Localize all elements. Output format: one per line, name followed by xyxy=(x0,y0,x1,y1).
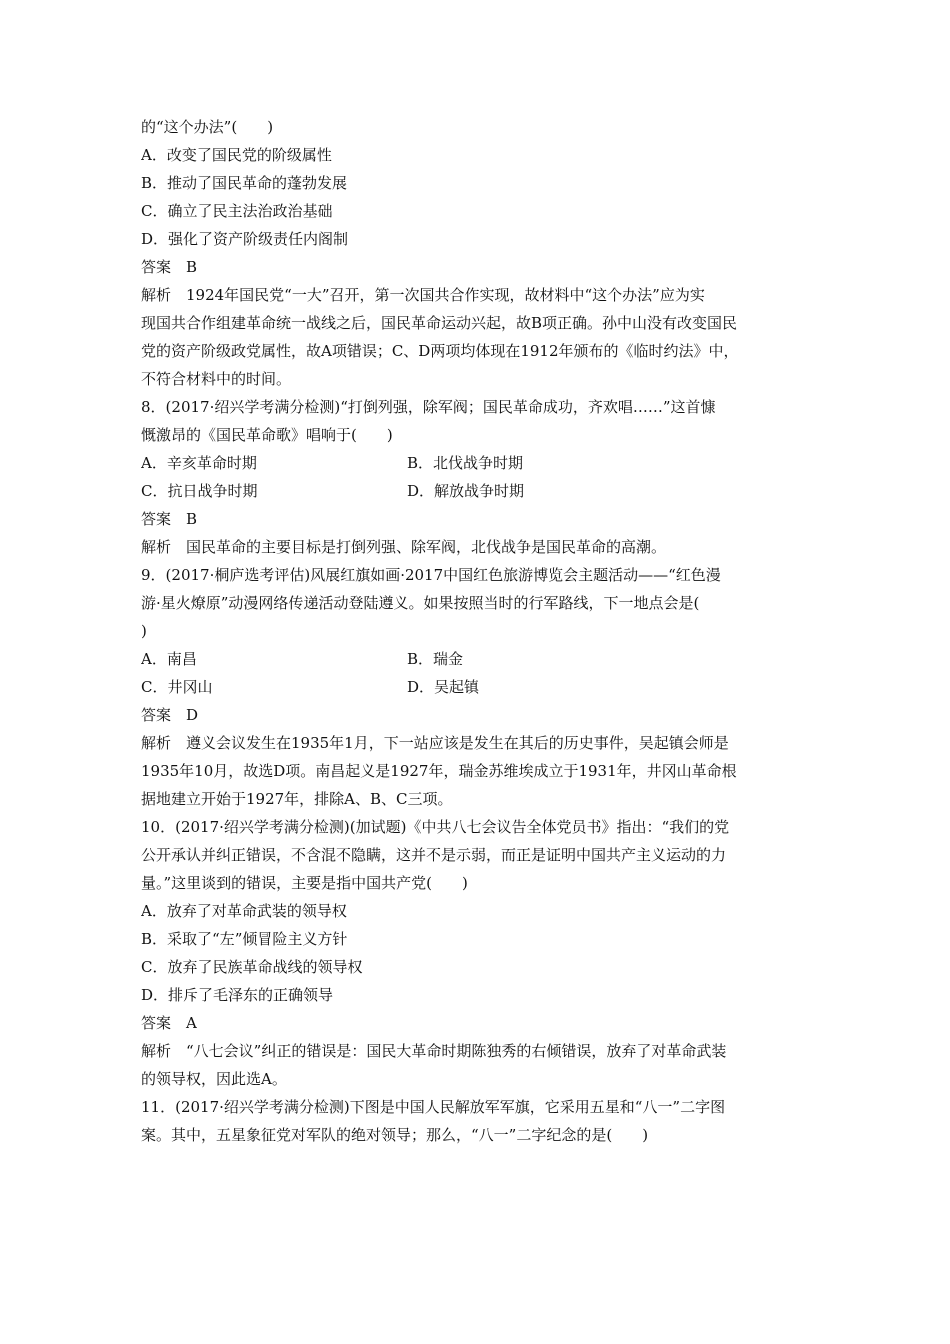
q7-analysis-line: 不符合材料中的时间。 xyxy=(141,370,292,388)
q10-option-b: B．采取了“左”倾冒险主义方针 xyxy=(141,930,348,948)
q8-analysis-line: 解析 国民革命的主要目标是打倒列强、除军阀，北伐战争是国民革命的高潮。 xyxy=(141,538,667,556)
q7-analysis-line: 解析 1924年国民党“一大”召开，第一次国共合作实现，故材料中“这个办法”应为实 xyxy=(141,286,705,304)
q9-stem-line: ) xyxy=(141,622,147,640)
q9-analysis-line: 解析 遵义会议发生在1935年1月，下一站应该是发生在其后的历史事件，吴起镇会师是 xyxy=(141,734,729,752)
q8-options-row xyxy=(141,449,821,477)
q7-option-d: D．强化了资产阶级责任内阁制 xyxy=(141,230,349,248)
q10-option-c: C．放弃了民族革命战线的领导权 xyxy=(141,958,363,976)
document-page xyxy=(141,113,821,1149)
q7-analysis-line: 现国共合作组建革命统一战线之后，国民革命运动兴起，故B项正确。孙中山没有改变国民 xyxy=(141,314,738,332)
q8-answer: 答案 B xyxy=(141,510,198,528)
q8-option-d: D．解放战争时期 xyxy=(407,482,525,500)
q11-stem-line: 案。其中，五星象征党对军队的绝对领导；那么，“八一”二字纪念的是( ) xyxy=(141,1126,649,1144)
q9-option-c: C．井冈山 xyxy=(141,678,213,696)
q10-stem-line: 公开承认并纠正错误，不含混不隐瞒，这并不是示弱，而正是证明中国共产主义运动的力 xyxy=(141,846,727,864)
q9-option-b: B．瑞金 xyxy=(407,650,464,668)
q11-stem-line: 11．(2017·绍兴学考满分检测)下图是中国人民解放军军旗，它采用五星和“八一”二字图 xyxy=(141,1098,726,1116)
q9-options-row xyxy=(141,673,821,701)
q9-option-a: A．南昌 xyxy=(141,650,197,668)
q10-option-d: D．排斥了毛泽东的正确领导 xyxy=(141,986,334,1004)
q9-answer: 答案 D xyxy=(141,706,199,724)
q10-option-a: A．放弃了对革命武装的领导权 xyxy=(141,902,347,920)
q10-stem-line: 10．(2017·绍兴学考满分检测)(加试题)《中共八七会议告全体党员书》指出：“我们的党 xyxy=(141,818,730,836)
q8-option-a: A．辛亥革命时期 xyxy=(141,454,257,472)
q8-option-c: C．抗日战争时期 xyxy=(141,482,258,500)
q10-stem-line: 量。”这里谈到的错误，主要是指中国共产党( ) xyxy=(141,874,468,892)
q7-option-a: A．改变了国民党的阶级属性 xyxy=(141,146,332,164)
q8-stem-line: 慨激昂的《国民革命歌》唱响于( ) xyxy=(141,426,393,444)
q8-stem-line: 8．(2017·绍兴学考满分检测)“打倒列强，除军阀；国民革命成功，齐欢唱……”这首慷 xyxy=(141,398,716,416)
q7-analysis-line: 党的资产阶级政党属性，故A项错误；C、D两项均体现在1912年颁布的《临时约法》中， xyxy=(141,342,739,360)
q7-option-c: C．确立了民主法治政治基础 xyxy=(141,202,333,220)
q10-analysis-line: 的领导权，因此选A。 xyxy=(141,1070,287,1088)
q10-answer: 答案 A xyxy=(141,1014,197,1032)
q8-options-row xyxy=(141,477,821,505)
q7-stem-tail: 的“这个办法”( ) xyxy=(141,118,274,136)
q7-answer: 答案 B xyxy=(141,258,198,276)
q9-options-row xyxy=(141,645,821,673)
q9-option-d: D．吴起镇 xyxy=(407,678,480,696)
q8-option-b: B．北伐战争时期 xyxy=(407,454,524,472)
q9-analysis-line: 1935年10月，故选D项。南昌起义是1927年，瑞金苏维埃成立于1931年，井冈山革命根 xyxy=(141,762,737,780)
q9-analysis-line: 据地建立开始于1927年，排除A、B、C三项。 xyxy=(141,790,453,808)
q9-stem-line: 9．(2017·桐庐选考评估)风展红旗如画·2017中国红色旅游博览会主题活动——“红色漫 xyxy=(141,566,721,584)
q10-analysis-line: 解析 “八七会议”纠正的错误是：国民大革命时期陈独秀的右倾错误，放弃了对革命武装 xyxy=(141,1042,727,1060)
q7-option-b: B．推动了国民革命的蓬勃发展 xyxy=(141,174,348,192)
q9-stem-line: 游·星火燎原”动漫网络传递活动登陆遵义。如果按照当时的行军路线，下一地点会是( xyxy=(141,594,700,612)
